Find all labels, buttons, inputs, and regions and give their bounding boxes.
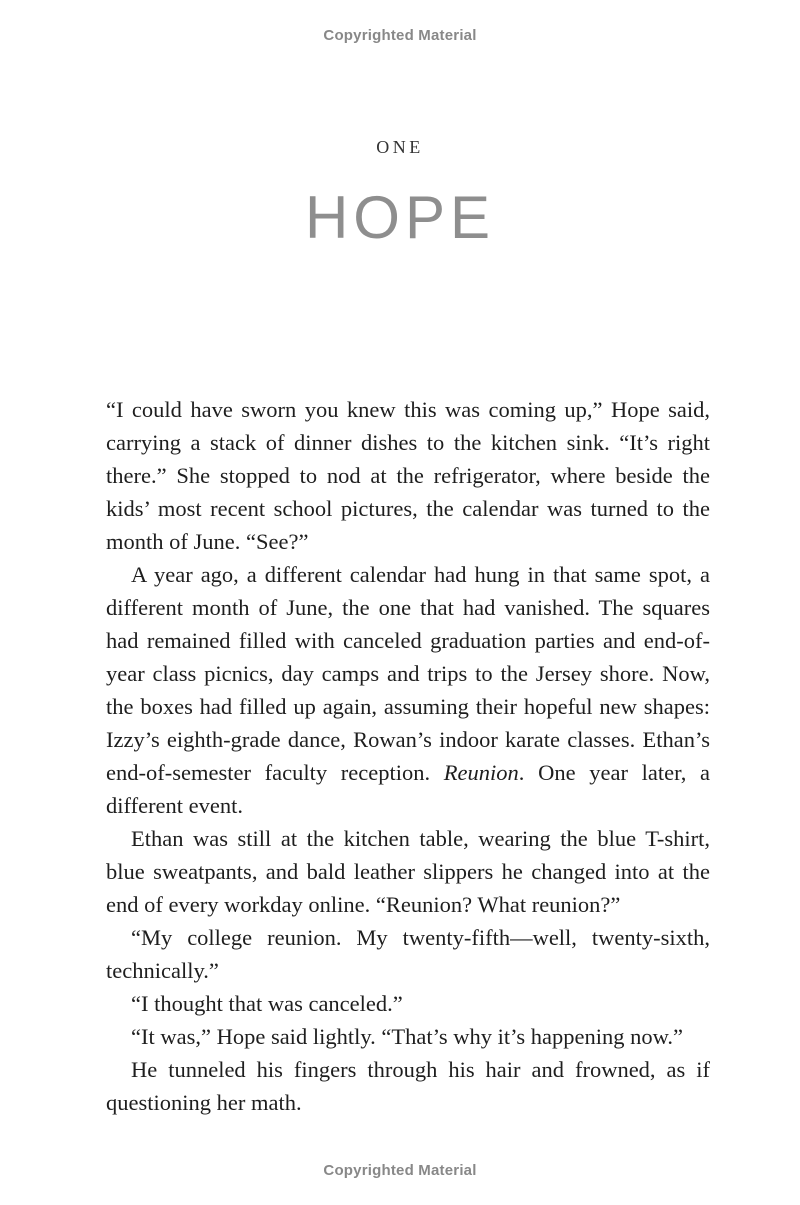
- chapter-title: HOPE: [304, 184, 496, 251]
- paragraph-5: “I thought that was canceled.”: [131, 991, 403, 1016]
- paragraph-6: “It was,” Hope said lightly. “That’s why it’s happening now.”: [131, 1024, 683, 1049]
- chapter-body: [106, 393, 710, 1119]
- copyright-watermark-top: Copyrighted Material: [323, 27, 477, 44]
- paragraph-2: [106, 558, 710, 822]
- paragraph-3: Ethan was still at the kitchen table, wearing the blue T-shirt, blue sweatpants, and bald leather slippers he changed into at the end of every workday online. “Reunion? What reunion?”: [106, 826, 710, 917]
- copyright-watermark-bottom: Copyrighted Material: [323, 1162, 477, 1179]
- paragraph-1: “I could have sworn you knew this was coming up,” Hope said, carrying a stack of dinner dishes to the kitchen sink. “It’s right there.” She stopped to nod at the refrigerator, where beside the kids’ most recent school pictures, the calendar was turned to the month of June. “See?”: [106, 397, 710, 554]
- paragraph-2-italic: Reunion: [443, 760, 519, 785]
- paragraph-2-text: A year ago, a different calendar had hung in that same spot, a different month of June, the one that had vanished. The squares had remained filled with canceled graduation parties and end-of-year class picnics, day camps and trips to the Jersey shore. Now, the boxes had filled up again, assuming their hopeful new shapes: Izzy’s eighth-grade dance, Rowan’s indoor karate classes. Ethan’s end-of-semester faculty reception.: [106, 562, 710, 785]
- chapter-number: ONE: [376, 137, 424, 157]
- paragraph-4: “My college reunion. My twenty-fifth—well, twenty-sixth, technically.”: [106, 925, 710, 983]
- paragraph-7: He tunneled his fingers through his hair and frowned, as if questioning her math.: [106, 1057, 710, 1115]
- paragraph-2-tail: . One year later, a different event.: [106, 760, 710, 818]
